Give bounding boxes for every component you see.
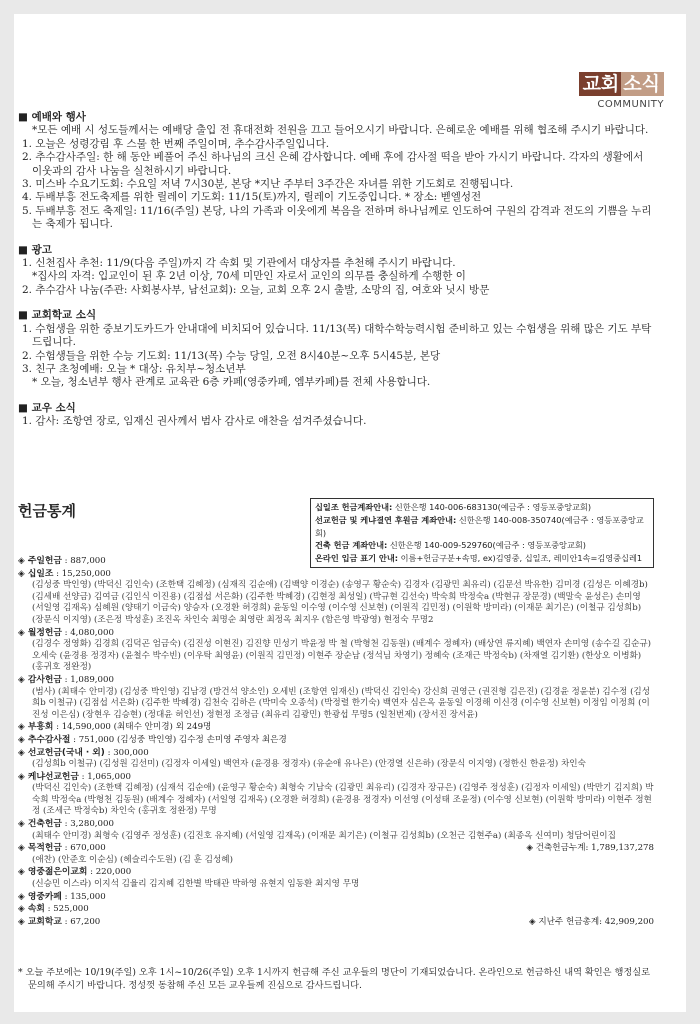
worship-item: 1. 오늘은 성령강림 후 스물 한 번째 주일이며, 추수감사주일입니다. [22, 137, 330, 150]
school-section [18, 309, 654, 389]
building-total: ◈ 건축헌금누계: 1,789,137,278 [526, 843, 654, 855]
header-subtitle: COMMUNITY [597, 99, 664, 110]
account-row: 온라인 입금 표기 안내: 이름+헌금구분+속명, ex)김영중, 십일조, 레미안1속=김영중십레1 [315, 553, 643, 564]
worship-note: *모든 예배 시 성도들께서는 예배당 출입 전 휴대전화 전원을 끄고 들어오시기 바랍니다. 은혜로운 예배를 위해 협조해 주시기 바랍니다. [32, 124, 649, 137]
offering-item: ◈ 영중젊은이교회 : 220,000 (신승민 이스라) 이지석 김율리 김지혜 김한별 박태관 박하영 유현지 임동환 최지영 무명 [18, 867, 654, 890]
offering-item: ◈ 속회 : 525,000 [18, 904, 654, 916]
section-title: ■ 예배와 행사 [18, 111, 654, 124]
weekly-total: ◈ 지난주 헌금총계: 42,909,200 [529, 917, 654, 929]
offering-item: ◈ 월정헌금 : 4,080,000 (김경수 정영화) 김경희 (김덕곤 엄금숙) (김진성 이현진) 김진향 민성기 박윤정 박 철 (박형천 김동원) (배계수 정혜자) (배상연 류지혜) 백연자 손미영 (송수길 김순규) 오세숙 (윤경용 정경자) (윤철수 박수빈) (이우탁 최영윤) (이원직 김민정) 이현주 장순남 (정석님 차영기) 정혜숙 (조재근 박정숙b) (차재열 김기환) (한상오 이병화) (홍귀호 정완정) [18, 628, 654, 674]
staff-item: 1. 감사: 조항연 장로, 임재신 권사께서 범사 감사로 애찬을 섬겨주셨습니다. [22, 415, 367, 428]
news-content [18, 111, 654, 441]
ads-item: 2. 추수감사 나눔(주관: 사회봉사부, 남선교회): 오늘, 교회 오후 2시 출발, 소망의 집, 여호와 닛시 방문 [22, 283, 490, 296]
offering-item: ◈ 교회학교 : 67,200 ◈ 지난주 헌금총계: 42,909,200 [18, 917, 654, 929]
section-title: ■ 광고 [18, 244, 654, 257]
school-item: * 오늘, 청소년부 행사 관계로 교육관 6층 카페(영중카페, 엠부카페)를 전체 사용합니다. [32, 376, 431, 389]
worship-item: 5. 두배부흥 전도 축제일: 11/16(주일) 본당, 나의 가족과 이웃에게 복음을 전하며 하나님께로 인도하여 구원의 감격과 전도의 기쁨을 누리는 축제가 됩니다. [22, 204, 652, 231]
offering-item: ◈ 영중카페 : 135,000 [18, 892, 654, 904]
offering-list [18, 556, 654, 929]
ads-section [18, 244, 654, 298]
offering-item: ◈ 선교헌금(국내 · 외) : 300,000 (김성희b 이철규) (김성원 김선미) (김정자 이세일) 백연자 (윤경용 정경자) (유순애 유나은) (안경열 신은하) (장문식 이지영) (정한신 한윤정) 차인숙 [18, 748, 654, 771]
account-row: 선교헌금 및 케냐결연 후원금 계좌안내: 신한은행 140-008-350740(예금주 : 영등포중앙교회) [315, 514, 644, 538]
offering-item: ◈ 목적헌금 : 670,000 ◈ 건축헌금누계: 1,789,137,278 (애찬) (안준호 이순심) (헤슬리수도원) (김 훈 김성혜) [18, 843, 654, 866]
worship-item: 3. 미스바 수요기도회: 수요일 저녁 7시30분, 본당 *지난 주부터 3주간은 자녀를 위한 기도회로 진행됩니다. [22, 178, 514, 191]
donor-names: (김성희b 이철규) (김성원 김선미) (김정자 이세일) 백연자 (윤경용 정경자) (유순애 유나은) (안경열 신은하) (장문식 이지영) (정한신 한윤정) 차인숙 [32, 759, 586, 770]
header-title: 교회 소식 [579, 72, 664, 96]
offering-item: ◈ 건축헌금 : 3,280,000 (최태수 안미경) 최형숙 (김영주 정성훈) (김진호 유지혜) (서일영 김재옥) (이재문 최기은) (이철규 김성희b) (오천근 김현주a) (최종옥 신여미) 청담어린이집 [18, 819, 654, 842]
offering-item: ◈ 감사헌금 : 1,089,000 (범사) (최태수 안미경) (김성중 박인영) 김남경 (방건석 양소인) 오세빈 (조항연 임재신) (박덕신 김인숙) 강신희 권영근 (권진형 김은진) (김경윤 정윤분) 김수정 (김성희b 이철규) (김점섭 서은화) (김주한 박혜경) 김천숙 김하은 (박미숙 오종석) (박정렬 한기숙) 백연자 심은옥 윤동일 이경해 이신경 (이수영 신보현) 이정임 이정희 (이진성 이은심) (장현우 김승현) (정대윤 허인선) 정현정 조정금 (최유리 김광민) 한광섭 무명5 (일천번제) (장서진 장서윤) [18, 675, 654, 721]
section-title: ■ 교회학교 소식 [18, 309, 654, 322]
account-row: 십일조 헌금계좌안내: 신한은행 140-006-683130(예금주 : 영등포중앙교회) [315, 502, 592, 512]
offering-item: ◈ 케냐선교헌금 : 1,065,000 (박덕신 김인숙) (조한택 김혜정) (심재석 김순애) (윤영구 황순숙) 최형숙 기남숙 (김광민 최유리) (김경자 장규은) (김영주 정성훈) (김정자 이세일) (박만기 김지희) 박숙희 박정숙a (박형천 김동원) (배계수 정혜자) (서일영 김재옥) (오경환 허경희) (윤경용 정경자) 이선영 (이성태 조윤정) (이수영 신보현) (이원학 방미라) 이현주 정현정 (조세근 박정숙b) 차인숙 (홍귀호 정완정) 무명 [18, 772, 654, 818]
ads-item: 1. 신천집사 추천: 11/9(다음 주일)까지 각 속회 및 기관에서 대상자를 추천해 주시기 바랍니다. [22, 257, 456, 270]
offering-title: 헌금통계 [18, 502, 76, 520]
account-row: 건축 헌금 계좌안내: 신한은행 140-009-529760(예금주 : 영등포중앙교회) [315, 540, 586, 551]
worship-section [18, 111, 654, 232]
donor-names: (최태수 안미경) 최형숙 (김영주 정성훈) (김진호 유지혜) (서일영 김재옥) (이재문 최기은) (이철규 김성희b) (오천근 김현주a) (최종옥 신여미) 청담어린이집 [32, 830, 616, 841]
offering-item: ◈ 부흥회 : 14,590,000 (최태수 안미경) 외 249명 [18, 722, 654, 734]
worship-item: 4. 두배부흥 전도축제를 위한 릴레이 기도회: 11/15(토)까지, 릴레이 기도중입니다. * 장소: 벧엘성전 [22, 191, 482, 204]
offering-item: ◈ 추수감사절 : 751,000 (김성중 박인영) 김수정 손미영 주영자 최은경 [18, 735, 654, 747]
worship-item: 2. 추수감사주일: 한 해 동안 베풀어 주신 하나님의 크신 은혜 감사합니다. 예배 후에 감사절 떡을 받아 가시기 바랍니다. 각자의 생활에서 이웃과의 감사 나눔을 실천하시기 바랍니다. [22, 151, 644, 177]
ads-item: *집사의 자격: 입교인이 된 후 2년 이상, 70세 미만인 자로서 교인의 의무를 충실하게 수행한 이 [32, 270, 466, 283]
school-item: 2. 수험생들을 위한 수능 기도회: 11/13(목) 수능 당일, 오전 8시40분~오후 5시45분, 본당 [22, 349, 441, 362]
section-header [579, 72, 664, 110]
offering-footnote: * 오늘 주보에는 10/19(주일) 오후 1시~10/26(주일) 오후 1시까지 헌금해 주신 교우들의 명단이 기재되었습니다. 온라인으로 헌금하신 내역 확인은 행정실로 문의해 주시기 바랍니다. 정성껏 동참해 주신 모든 교우들께 진심으로 감사드립니다. [18, 967, 650, 991]
staff-section [18, 402, 654, 429]
donor-names: (김경수 정영화) 김경희 (김덕곤 엄금숙) (김진성 이현진) 김진향 민성기 박윤정 박 철 (박형천 김동원) (배계수 정혜자) (배상연 류지혜) 백연자 손미영 (송수길 김순규) 오세숙 (윤경용 정경자) (윤철수 박수빈) (이우탁 최영윤) (이원직 김민정) 이현주 장순남 (정석님 차영기) 정혜숙 (조재근 박정숙b) (차재열 김기환) (한상오 이병화) (홍귀호 정완정) [32, 639, 652, 673]
donor-names: (신승민 이스라) 이지석 김율리 김지혜 김한별 박태관 박하영 유현지 임동환 최지영 무명 [32, 879, 360, 890]
donor-names: (김성중 박인영) (박덕신 김인숙) (조한택 김혜정) (심재직 김순애) (김백양 이경순) (송영구 황순숙) 김경자 (김광민 최유리) (김문선 박유한) 김미경 (김성은 이혜경b) (김세배 선양금) 김여금 (김인식 이진용) (김점섭 서은화) (김주한 박혜경) (김현정 최성일) (박규현 김선숙) 박숙희 박정숙a (박현규 장문경) (백말숙 윤성은) 손미영 (서일영 김재옥) 심혜원 (양태기 이금숙) 양승자 (오경환 허경희) 윤동일 이수영 (이수영 신보현) (이원직 김민정) (이원학 방미라) (이재문 최기은) (이철규 김성희b) (장문식 이지영) (조은정 박성훈) 조진옥 차인숙 최명순 최영란 최정옥 최지우 (함은영 박광영) 현정숙 무명2 [32, 580, 648, 625]
donor-names: (애찬) (안준호 이순심) (헤슬리수도원) (김 훈 김성혜) [32, 854, 233, 865]
donor-names: (범사) (최태수 안미경) (김성중 박인영) 김남경 (방건석 양소인) 오세빈 (조항연 임재신) (박덕신 김인숙) 강신희 권영근 (권진형 김은진) (김경윤 정윤분) 김수정 (김성희b 이철규) (김점섭 서은화) (김주한 박혜경) 김천숙 김하은 (박미숙 오종석) (박정렬 한기숙) 백연자 심은옥 윤동일 이경해 이신경 (이수영 신보현) 이정임 이정희 (이진성 이은심) (장현우 김승현) (정대윤 허인선) 정현정 조정금 (최유리 김광민) 한광섭 무명5 (일천번제) (장서진 장서윤) [32, 686, 651, 720]
school-item: 3. 친구 초청예배: 오늘 * 대상: 유치부~청소년부 [22, 362, 246, 375]
section-title: ■ 교우 소식 [18, 402, 654, 415]
donor-names: (박덕신 김인숙) (조한택 김혜정) (심재석 김순애) (윤영구 황순숙) 최형숙 기남숙 (김광민 최유리) (김경자 장규은) (김영주 정성훈) (김정자 이세일) (박만기 김지희) 박숙희 박정숙a (박형천 김동원) (배계수 정혜자) (서일영 김재옥) (오경환 허경희) (윤경용 정경자) 이선영 (이성태 조윤정) (이수영 신보현) (이원학 방미라) 이현주 정현정 (조세근 박정숙b) 차인숙 (홍귀호 정완정) 무명 [32, 783, 654, 817]
offering-item: ◈ 십일조 : 15,250,000 (김성중 박인영) (박덕신 김인숙) (조한택 김혜정) (심재직 김순애) (김백양 이경순) (송영구 황순숙) 김경자 (김광민 최유리) (김문선 박유한) 김미경 (김성은 이혜경b) (김세배 선양금) 김여금 (김인식 이진용) (김점섭 서은화) (김주한 박혜경) (김현정 최성일) (박규현 김선숙) 박숙희 박정숙a (박현규 장문경) (백말숙 윤성은) 손미영 (서일영 김재옥) 심혜원 (양태기 이금숙) 양승자 (오경환 허경희) 윤동일 이수영 (이수영 신보현) (이원직 김민정) (이원학 방미라) (이재문 최기은) (이철규 김성희b) (장문식 이지영) (조은정 박성훈) 조진옥 차인숙 최명순 최영란 최정옥 최지우 (함은영 박광영) 현정숙 무명2 [18, 569, 654, 627]
offering-item: ◈ 주일헌금 : 887,000 [18, 556, 654, 568]
school-item: 1. 수험생을 위한 중보기도카드가 안내대에 비치되어 있습니다. 11/13(목) 대학수학능력시험 준비하고 있는 수험생을 위해 많은 기도 부탁드립니다. [22, 322, 652, 349]
